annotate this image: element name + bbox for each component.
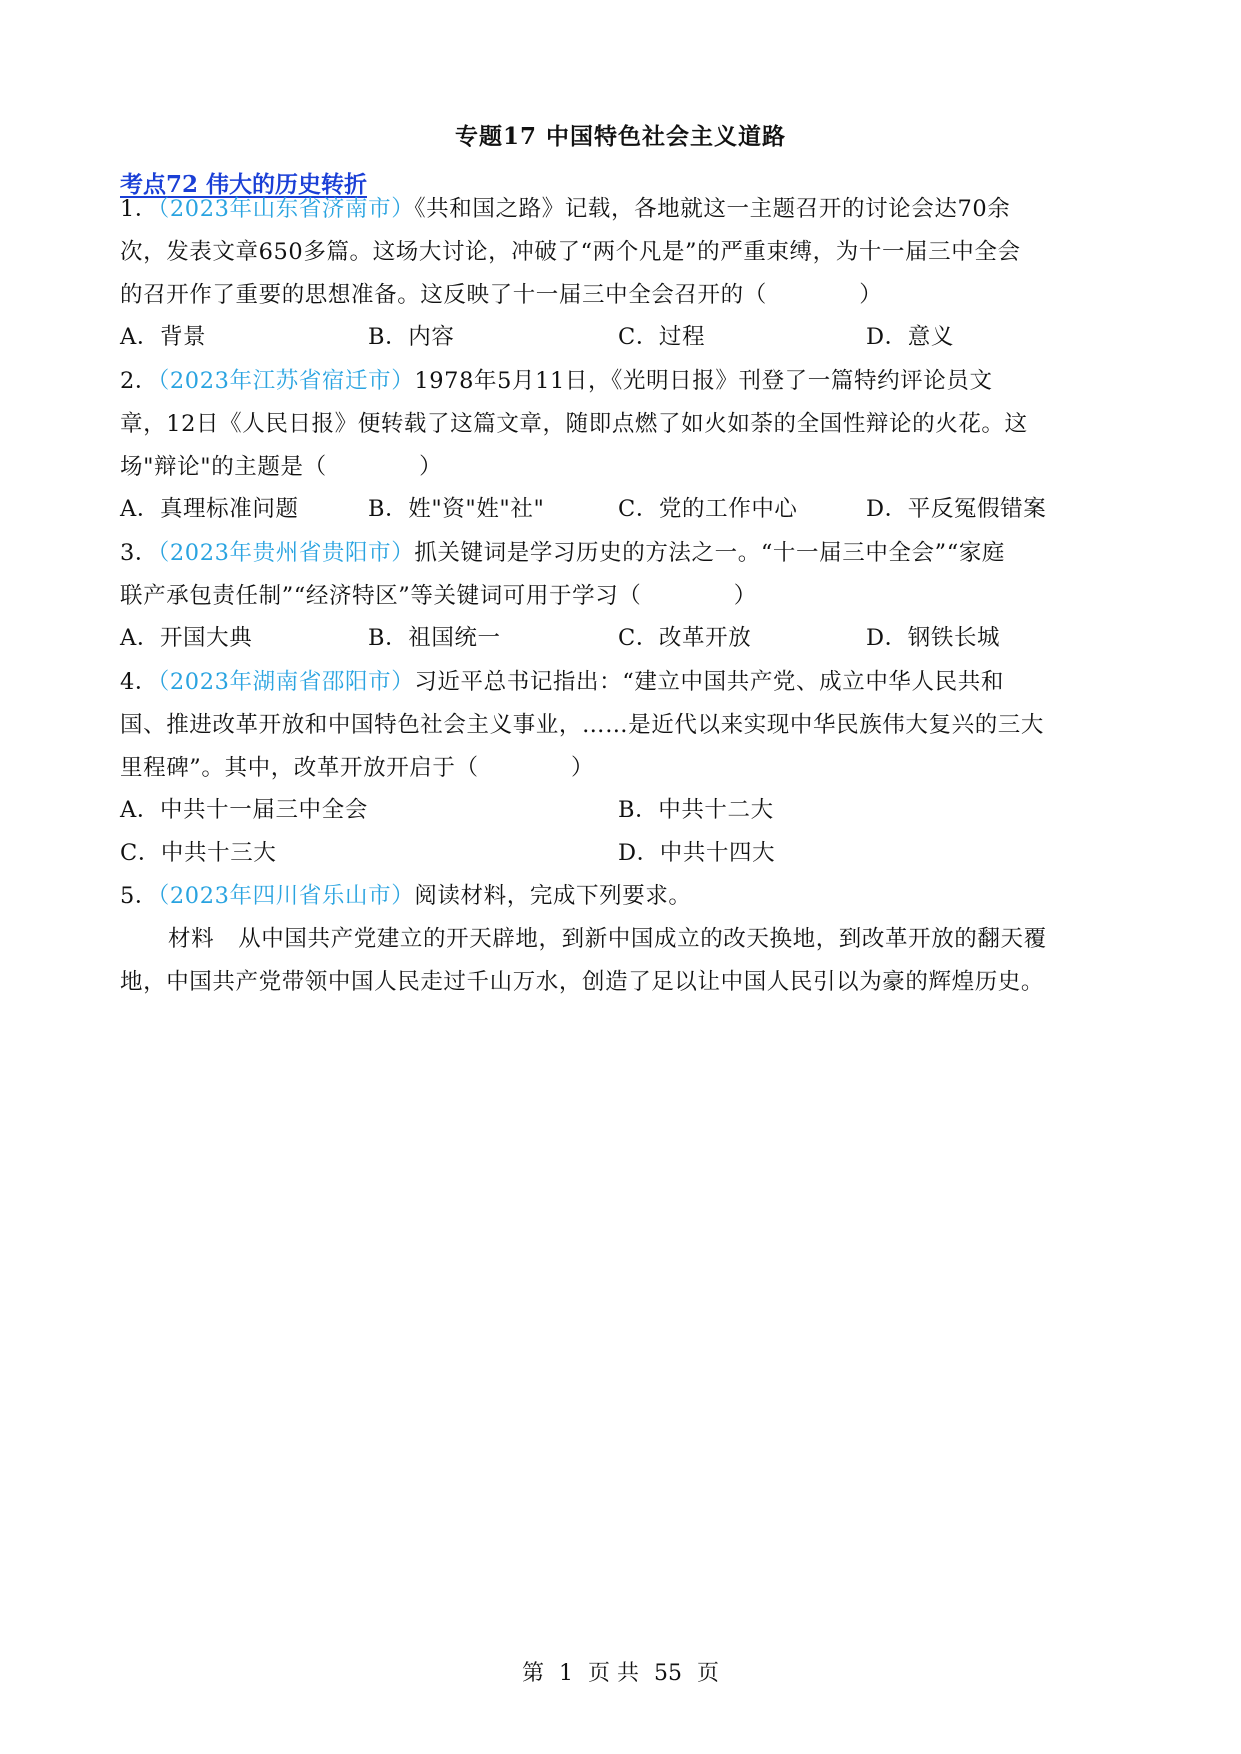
question-source: （2023年湖南省邵阳市） <box>158 669 415 695</box>
question-text: 阅读材料，完成下列要求。 <box>414 883 692 909</box>
option-c: C．过程 <box>618 324 706 350</box>
question-2-line-1 <box>120 366 1124 396</box>
footer-page-number: 1 <box>559 1661 573 1686</box>
option-b: B．中共十二大 <box>618 797 774 823</box>
option-a: A．中共十一届三中全会 <box>120 797 368 823</box>
material-line-1 <box>168 924 1124 954</box>
material-line-2: 地，中国共产党带领中国人民走过千山万水，创造了足以让中国人民引以为豪的辉煌历史。 <box>120 969 1045 995</box>
option-b: B．内容 <box>368 324 455 350</box>
question-text: 1978年5月11日，《光明日报》刊登了一篇特约评论员文 <box>414 368 993 394</box>
question-number: 3． <box>120 540 159 566</box>
question-number: 5． <box>120 883 159 909</box>
question-text: 《共和国之路》记载，各地就这一主题召开的讨论会达70余 <box>414 196 1011 222</box>
option-c: C．中共十三大 <box>120 840 277 866</box>
question-text: 抓关键词是学习历史的方法之一。“十一届三中全会”“家庭 <box>414 540 1006 566</box>
footer-total-pages: 55 <box>654 1661 682 1686</box>
footer-mid: 页 共 <box>588 1661 639 1686</box>
question-1-line-1 <box>120 194 1124 224</box>
question-number: 4． <box>120 669 159 695</box>
question-source: （2023年江苏省宿迁市） <box>158 368 415 394</box>
question-4-line-3: 里程碑”。其中，改革开放开启于（ ） <box>120 755 595 781</box>
question-1-line-2: 次，发表文章650多篇。这场大讨论，冲破了“两个凡是”的严重束缚，为十一届三中全会 <box>120 239 1021 265</box>
question-5-line-1 <box>120 881 1124 911</box>
question-3-line-2: 联产承包责任制”“经济特区”等关键词可用于学习（ ） <box>120 583 757 609</box>
footer-suffix: 页 <box>697 1661 720 1686</box>
option-a: A．开国大典 <box>120 625 253 651</box>
question-text: 习近平总书记指出：“建立中国共产党、成立中华人民共和 <box>414 669 1004 695</box>
question-source: （2023年四川省乐山市） <box>158 883 415 909</box>
section-heading-link[interactable]: 考点72 伟大的历史转折 <box>120 171 368 198</box>
page-footer <box>0 1656 1241 1687</box>
question-4-line-1 <box>120 667 1124 697</box>
question-4-line-2: 国、推进改革开放和中国特色社会主义事业，……是近代以来实现中华民族伟大复兴的三大 <box>120 712 1045 738</box>
option-a: A．背景 <box>120 324 207 350</box>
question-number: 2． <box>120 368 159 394</box>
option-d: D．意义 <box>866 324 954 350</box>
question-2-line-3: 场"辩论"的主题是（ ） <box>120 454 443 480</box>
footer-prefix: 第 <box>521 1661 544 1686</box>
question-3-line-1 <box>120 538 1124 568</box>
option-d: D．钢铁长城 <box>866 625 1001 651</box>
page-title: 专题17 中国特色社会主义道路 <box>454 123 786 150</box>
option-c: C．改革开放 <box>618 625 752 651</box>
question-1-line-3: 的召开作了重要的思想准备。这反映了十一届三中全会召开的（ ） <box>120 282 883 308</box>
option-a: A．真理标准问题 <box>120 496 299 522</box>
option-d: D．平反冤假错案 <box>866 496 1047 522</box>
question-2-line-2: 章，12日《人民日报》便转载了这篇文章，随即点燃了如火如荼的全国性辩论的火花。这 <box>120 411 1028 437</box>
question-source: （2023年山东省济南市） <box>158 196 415 222</box>
option-d: D．中共十四大 <box>618 840 776 866</box>
material-label: 材料 <box>168 926 215 952</box>
material-text: 从中国共产党建立的开天辟地，到新中国成立的改天换地，到改革开放的翻天覆 <box>238 926 1047 952</box>
question-number: 1． <box>120 196 159 222</box>
option-b: B．祖国统一 <box>368 625 501 651</box>
question-source: （2023年贵州省贵阳市） <box>158 540 415 566</box>
option-c: C．党的工作中心 <box>618 496 798 522</box>
option-b: B．姓"资"姓"社" <box>368 496 545 522</box>
